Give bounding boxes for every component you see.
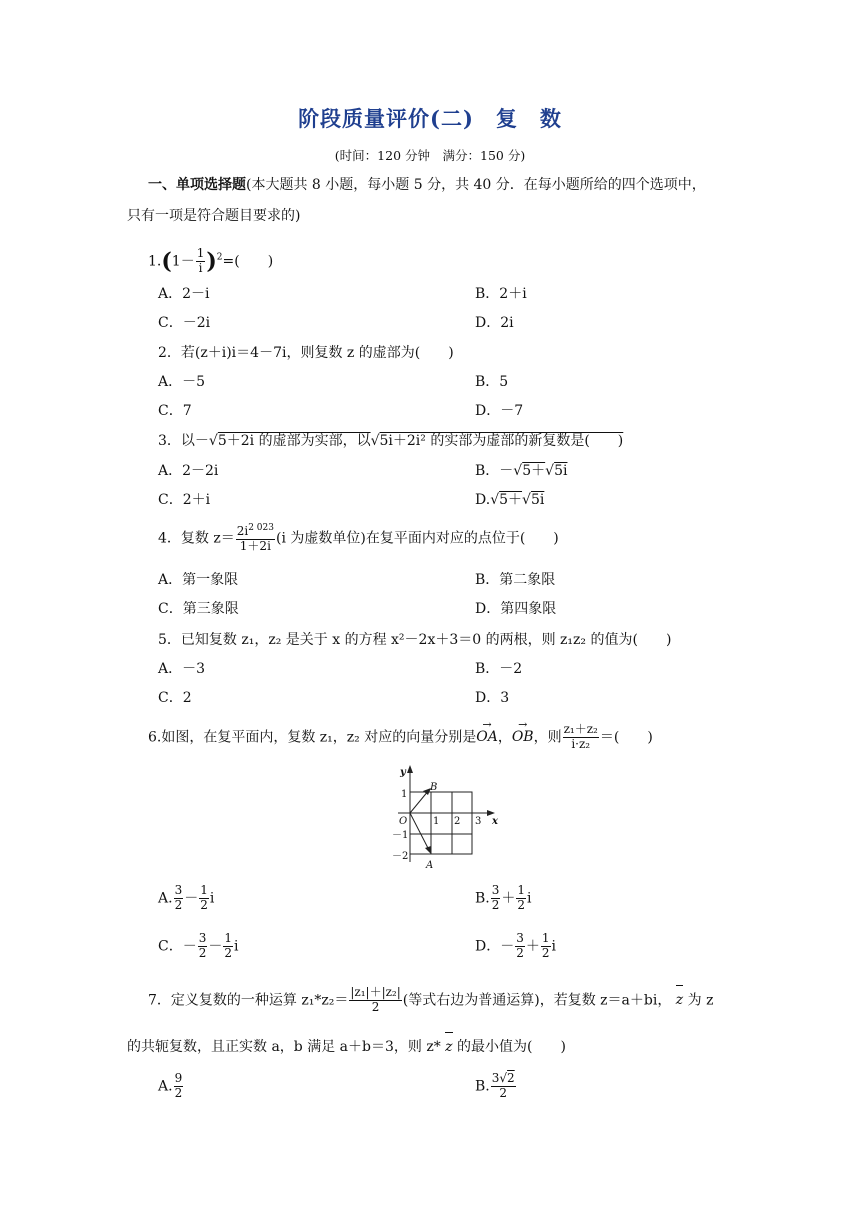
q6-option-c[interactable]: C．－ $\frac{3}{2}$ － $\frac{1}{2}$ i xyxy=(158,931,239,960)
point-a-label: A xyxy=(426,860,434,871)
tick-ym1: －1 xyxy=(392,830,409,841)
q6-option-b[interactable]: B. $\frac{3}{2}$ ＋ $\frac{1}{2}$ i xyxy=(475,883,532,912)
q3-option-a[interactable]: A．2－2i xyxy=(158,463,219,479)
q1-option-b[interactable]: B．2＋i xyxy=(475,286,527,302)
y-arrow xyxy=(407,765,413,773)
q2-option-a[interactable]: A．－5 xyxy=(158,374,206,390)
section-desc: 只有一项是符合题目要求的) xyxy=(127,208,301,224)
question-5: 5．已知复数 z₁，z₂ 是关于 x 的方程 x²－2x＋3＝0 的两根，则 z₁z₂ 的值为( ) xyxy=(158,632,672,648)
question-6: 6.如图，在复平面内，复数 z₁，z₂ 对应的向量分别是→ OA，→ OB，则 $\frac{\text{z₁＋z₂}}{\text{i·z₂}}$ ＝( ) xyxy=(148,723,653,752)
q6-option-a[interactable]: A. $\frac{3}{2}$ － $\frac{1}{2}$ i xyxy=(158,883,215,912)
question-4: 4．复数 z＝ $\frac{2i^{2 023}}{1+2i}$ (i 为虚数单位)在复平面内对应的点位于( ) xyxy=(158,523,559,553)
origin-label: O xyxy=(399,816,408,827)
vector-oa xyxy=(410,813,430,852)
tick-x1: 1 xyxy=(433,816,440,827)
q2-option-c[interactable]: C．7 xyxy=(158,403,192,419)
oa-arrowhead xyxy=(425,846,431,854)
tick-x2: 2 xyxy=(454,816,461,827)
q1-option-a[interactable]: A．2－i xyxy=(158,286,210,302)
question-3: 3．以－√5＋2i 的虚部为实部，以√5i＋2i² 的实部为虚部的新复数是( ) xyxy=(158,433,624,449)
point-b-label: B xyxy=(430,782,438,793)
q5-option-c[interactable]: C．2 xyxy=(158,690,192,706)
exam-info: (时间：120 分钟 满分：150 分) xyxy=(334,148,526,163)
question-2: 2．若(z＋i)i＝4－7i，则复数 z 的虚部为( ) xyxy=(158,345,454,361)
q1-option-c[interactable]: C．－2i xyxy=(158,315,211,331)
q6-option-d[interactable]: D．－ $\frac{3}{2}$ ＋ $\frac{1}{2}$ i xyxy=(475,931,556,960)
q2-option-b[interactable]: B．5 xyxy=(475,374,509,390)
y-label: y xyxy=(400,767,406,778)
q2-option-d[interactable]: D．－7 xyxy=(475,403,524,419)
x-label: x xyxy=(492,816,498,827)
tick-x3: 3 xyxy=(475,816,482,827)
q4-option-c[interactable]: C．第三象限 xyxy=(158,601,239,617)
q4-option-d[interactable]: D．第四象限 xyxy=(475,601,557,617)
q5-option-d[interactable]: D．3 xyxy=(475,690,510,706)
question-7-line1: 7．定义复数的一种运算 z₁*z₂＝ $\frac{\text{|z₁|＋|z₂|}}{2}$ (等式右边为普通运算)，若复数 z＝a＋bi， z 为 z xyxy=(148,985,714,1014)
q7-option-a[interactable]: A. $\frac{9}{2}$ xyxy=(158,1071,183,1100)
tick-ym2: －2 xyxy=(392,851,409,862)
question-7-line2: 的共轭复数，且正实数 a，b 满足 a＋b＝3，则 z* z 的最小值为( ) xyxy=(127,1039,566,1055)
q4-option-a[interactable]: A．第一象限 xyxy=(158,572,239,588)
section-heading: 一、单项选择题(本大题共 8 小题，每小题 5 分，共 40 分．在每小题所给的四个选项中， xyxy=(148,177,706,193)
q5-option-a[interactable]: A．－3 xyxy=(158,661,206,677)
complex-plane-figure xyxy=(388,762,506,874)
q4-option-b[interactable]: B．第二象限 xyxy=(475,572,556,588)
q3-option-d[interactable]: D.√5＋√5i xyxy=(475,492,545,508)
q5-option-b[interactable]: B．－2 xyxy=(475,661,523,677)
q1-option-d[interactable]: D．2i xyxy=(475,315,514,331)
q7-option-b[interactable]: B. $\frac{3√2}{2}$ xyxy=(475,1071,515,1100)
tick-y1: 1 xyxy=(401,789,408,800)
question-1: 1.(1－ $\frac{1}{i}$ )$^2$=( ) xyxy=(148,246,274,275)
q3-option-c[interactable]: C．2＋i xyxy=(158,492,211,508)
q3-option-b[interactable]: B．－√5＋√5i xyxy=(475,463,568,479)
page-title: 阶段质量评价(二) 复 数 xyxy=(298,106,562,131)
